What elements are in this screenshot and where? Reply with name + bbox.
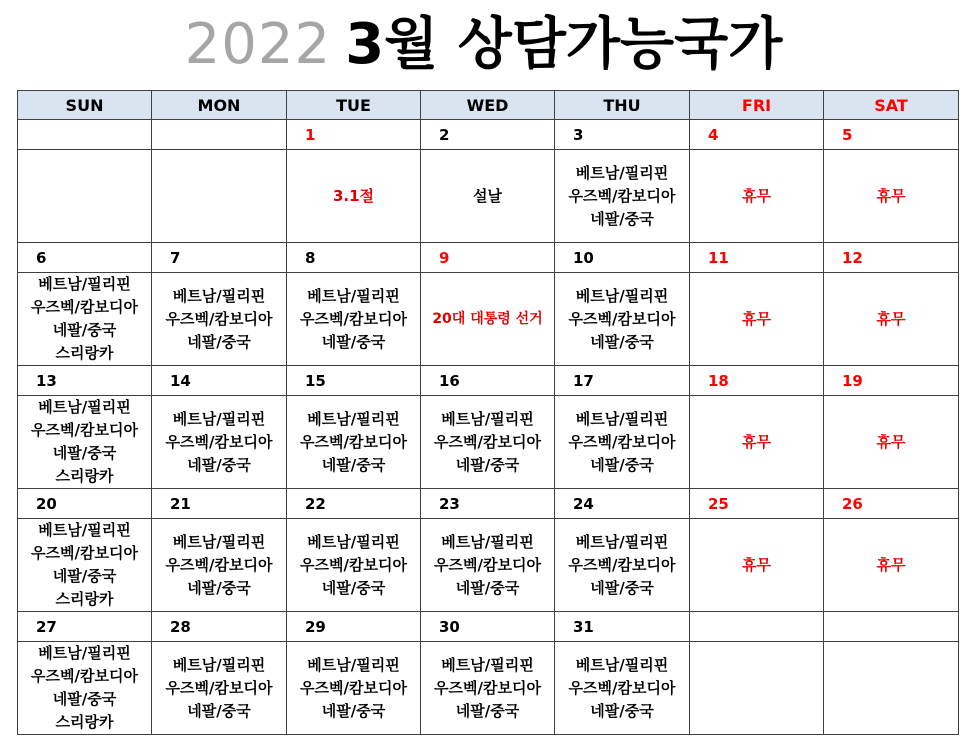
content-cell [287,396,421,489]
country-line: 베트남/필리핀 [441,532,534,551]
country-line: 우즈벡/캄보디아 [300,432,407,451]
date-cell: 2 [421,120,555,150]
date-cell: 14 [152,366,287,396]
content-cell [421,273,555,366]
closed-label: 휴무 [742,432,771,451]
content-cell [421,396,555,489]
country-line: 스리랑카 [55,713,114,731]
date-row [18,120,959,150]
country-line: 우즈벡/캄보디아 [300,309,407,328]
country-line: 베트남/필리핀 [575,286,669,305]
date-cell: 12 [824,243,959,273]
content-row [18,519,959,612]
country-line: 우즈벡/캄보디아 [31,544,138,562]
content-cell [555,519,690,612]
title-year: 2022 [184,12,332,77]
date-cell [18,120,152,150]
country-line: 우즈벡/캄보디아 [434,432,541,451]
country-line: 우즈벡/캄보디아 [31,421,138,439]
content-cell [18,642,152,735]
country-line: 베트남/필리핀 [38,644,131,662]
content-cell [824,519,959,612]
content-cell-empty [824,642,959,735]
content-cell [690,150,824,243]
date-row [18,243,959,273]
content-cell [824,273,959,366]
weekday-thu: THU [555,91,690,120]
closed-label: 휴무 [742,555,771,574]
country-line: 베트남/필리핀 [575,409,669,428]
closed-label: 휴무 [742,309,771,328]
content-cell [824,396,959,489]
country-line: 네팔/중국 [52,567,117,585]
weekday-tue: TUE [287,91,421,120]
country-line: 베트남/필리핀 [172,409,266,428]
date-row [18,366,959,396]
date-cell: 25 [690,489,824,519]
country-line: 우즈벡/캄보디아 [31,667,138,685]
weekday-wed: WED [421,91,555,120]
content-row [18,642,959,735]
closed-label: 휴무 [876,309,906,328]
date-cell: 5 [824,120,959,150]
date-cell: 29 [287,612,421,642]
content-cell [287,519,421,612]
date-cell: 24 [555,489,690,519]
date-cell: 20 [18,489,152,519]
country-line: 베트남/필리핀 [38,398,131,416]
country-line: 네팔/중국 [187,332,251,351]
date-cell [152,120,287,150]
calendar-table [17,90,959,735]
date-cell: 13 [18,366,152,396]
content-row [18,150,959,243]
date-cell: 28 [152,612,287,642]
country-line: 베트남/필리핀 [575,163,669,182]
closed-label: 휴무 [742,186,771,205]
date-cell: 6 [18,243,152,273]
date-cell [690,612,824,642]
content-cell [18,519,152,612]
content-cell [152,642,287,735]
content-cell [690,519,824,612]
content-cell-empty [18,150,152,243]
content-cell [421,642,555,735]
content-cell [421,519,555,612]
content-cell [287,150,421,243]
country-line: 네팔/중국 [590,578,654,597]
content-cell [555,273,690,366]
country-line: 네팔/중국 [590,332,654,351]
country-line: 네팔/중국 [52,444,117,462]
content-cell [690,396,824,489]
date-cell: 9 [421,243,555,273]
country-line: 네팔/중국 [52,321,117,339]
page-title [0,6,967,84]
country-line: 베트남/필리핀 [441,409,534,428]
date-cell: 26 [824,489,959,519]
closed-label: 휴무 [876,555,906,574]
holiday-label: 설날 [473,186,502,205]
date-cell: 31 [555,612,690,642]
country-line: 네팔/중국 [321,578,386,597]
date-cell: 18 [690,366,824,396]
content-cell [421,150,555,243]
content-cell [18,273,152,366]
country-line: 네팔/중국 [455,455,520,474]
date-cell: 10 [555,243,690,273]
country-line: 네팔/중국 [455,701,520,720]
country-line: 베트남/필리핀 [38,521,131,539]
country-line: 네팔/중국 [187,578,251,597]
content-cell [152,396,287,489]
country-line: 우즈벡/캄보디아 [568,309,676,328]
content-cell [152,519,287,612]
date-cell: 23 [421,489,555,519]
country-line: 베트남/필리핀 [441,655,534,674]
closed-label: 휴무 [876,432,906,451]
content-cell-empty [152,150,287,243]
election-label: 20대 대통령 선거 [432,311,543,327]
country-line: 네팔/중국 [321,701,386,720]
country-line: 우즈벡/캄보디아 [165,309,273,328]
date-row [18,489,959,519]
weekday-mon: MON [152,91,287,120]
weekday-sat: SAT [824,91,959,120]
country-line: 네팔/중국 [455,578,520,597]
date-cell: 16 [421,366,555,396]
weekday-sun: SUN [18,91,152,120]
date-cell: 22 [287,489,421,519]
country-line: 스리랑카 [55,467,114,485]
country-line: 네팔/중국 [187,701,251,720]
country-line: 네팔/중국 [590,701,654,720]
date-cell: 15 [287,366,421,396]
country-line: 베트남/필리핀 [307,286,400,305]
content-cell [287,642,421,735]
content-cell [690,273,824,366]
country-line: 우즈벡/캄보디아 [434,555,541,574]
country-line: 우즈벡/캄보디아 [568,555,676,574]
weekday-fri: FRI [690,91,824,120]
country-line: 우즈벡/캄보디아 [165,555,273,574]
country-line: 네팔/중국 [187,455,251,474]
content-cell [824,150,959,243]
country-line: 스리랑카 [55,590,114,608]
country-line: 네팔/중국 [590,209,654,228]
country-line: 네팔/중국 [321,332,386,351]
content-cell [18,396,152,489]
country-line: 우즈벡/캄보디아 [31,298,138,316]
country-line: 베트남/필리핀 [172,655,266,674]
date-cell: 17 [555,366,690,396]
country-line: 베트남/필리핀 [307,532,400,551]
country-line: 우즈벡/캄보디아 [568,432,676,451]
holiday-label: 3.1절 [332,186,375,205]
date-cell: 1 [287,120,421,150]
country-line: 베트남/필리핀 [307,655,400,674]
country-line: 베트남/필리핀 [172,286,266,305]
country-line: 베트남/필리핀 [575,655,669,674]
date-cell [824,612,959,642]
country-line: 우즈벡/캄보디아 [300,555,407,574]
content-cell [555,642,690,735]
content-cell [287,273,421,366]
country-line: 우즈벡/캄보디아 [300,678,407,697]
content-cell [555,150,690,243]
content-cell-empty [690,642,824,735]
date-cell: 8 [287,243,421,273]
date-cell: 7 [152,243,287,273]
date-cell: 30 [421,612,555,642]
closed-label: 휴무 [876,186,906,205]
country-line: 베트남/필리핀 [172,532,266,551]
country-line: 베트남/필리핀 [307,409,400,428]
date-cell: 11 [690,243,824,273]
title-main: 3월 상담가능국가 [345,12,783,77]
content-cell [152,273,287,366]
date-cell: 3 [555,120,690,150]
country-line: 우즈벡/캄보디아 [568,186,676,205]
weekday-header-row [18,91,959,120]
country-line: 네팔/중국 [52,690,117,708]
date-cell: 27 [18,612,152,642]
country-line: 우즈벡/캄보디아 [165,678,273,697]
date-row [18,612,959,642]
country-line: 우즈벡/캄보디아 [165,432,273,451]
country-line: 스리랑카 [55,344,114,362]
content-cell [555,396,690,489]
country-line: 베트남/필리핀 [38,275,131,293]
date-cell: 4 [690,120,824,150]
country-line: 네팔/중국 [321,455,386,474]
country-line: 베트남/필리핀 [575,532,669,551]
date-cell: 19 [824,366,959,396]
content-row [18,273,959,366]
country-line: 네팔/중국 [590,455,654,474]
content-row [18,396,959,489]
country-line: 우즈벡/캄보디아 [434,678,541,697]
date-cell: 21 [152,489,287,519]
country-line: 우즈벡/캄보디아 [568,678,676,697]
